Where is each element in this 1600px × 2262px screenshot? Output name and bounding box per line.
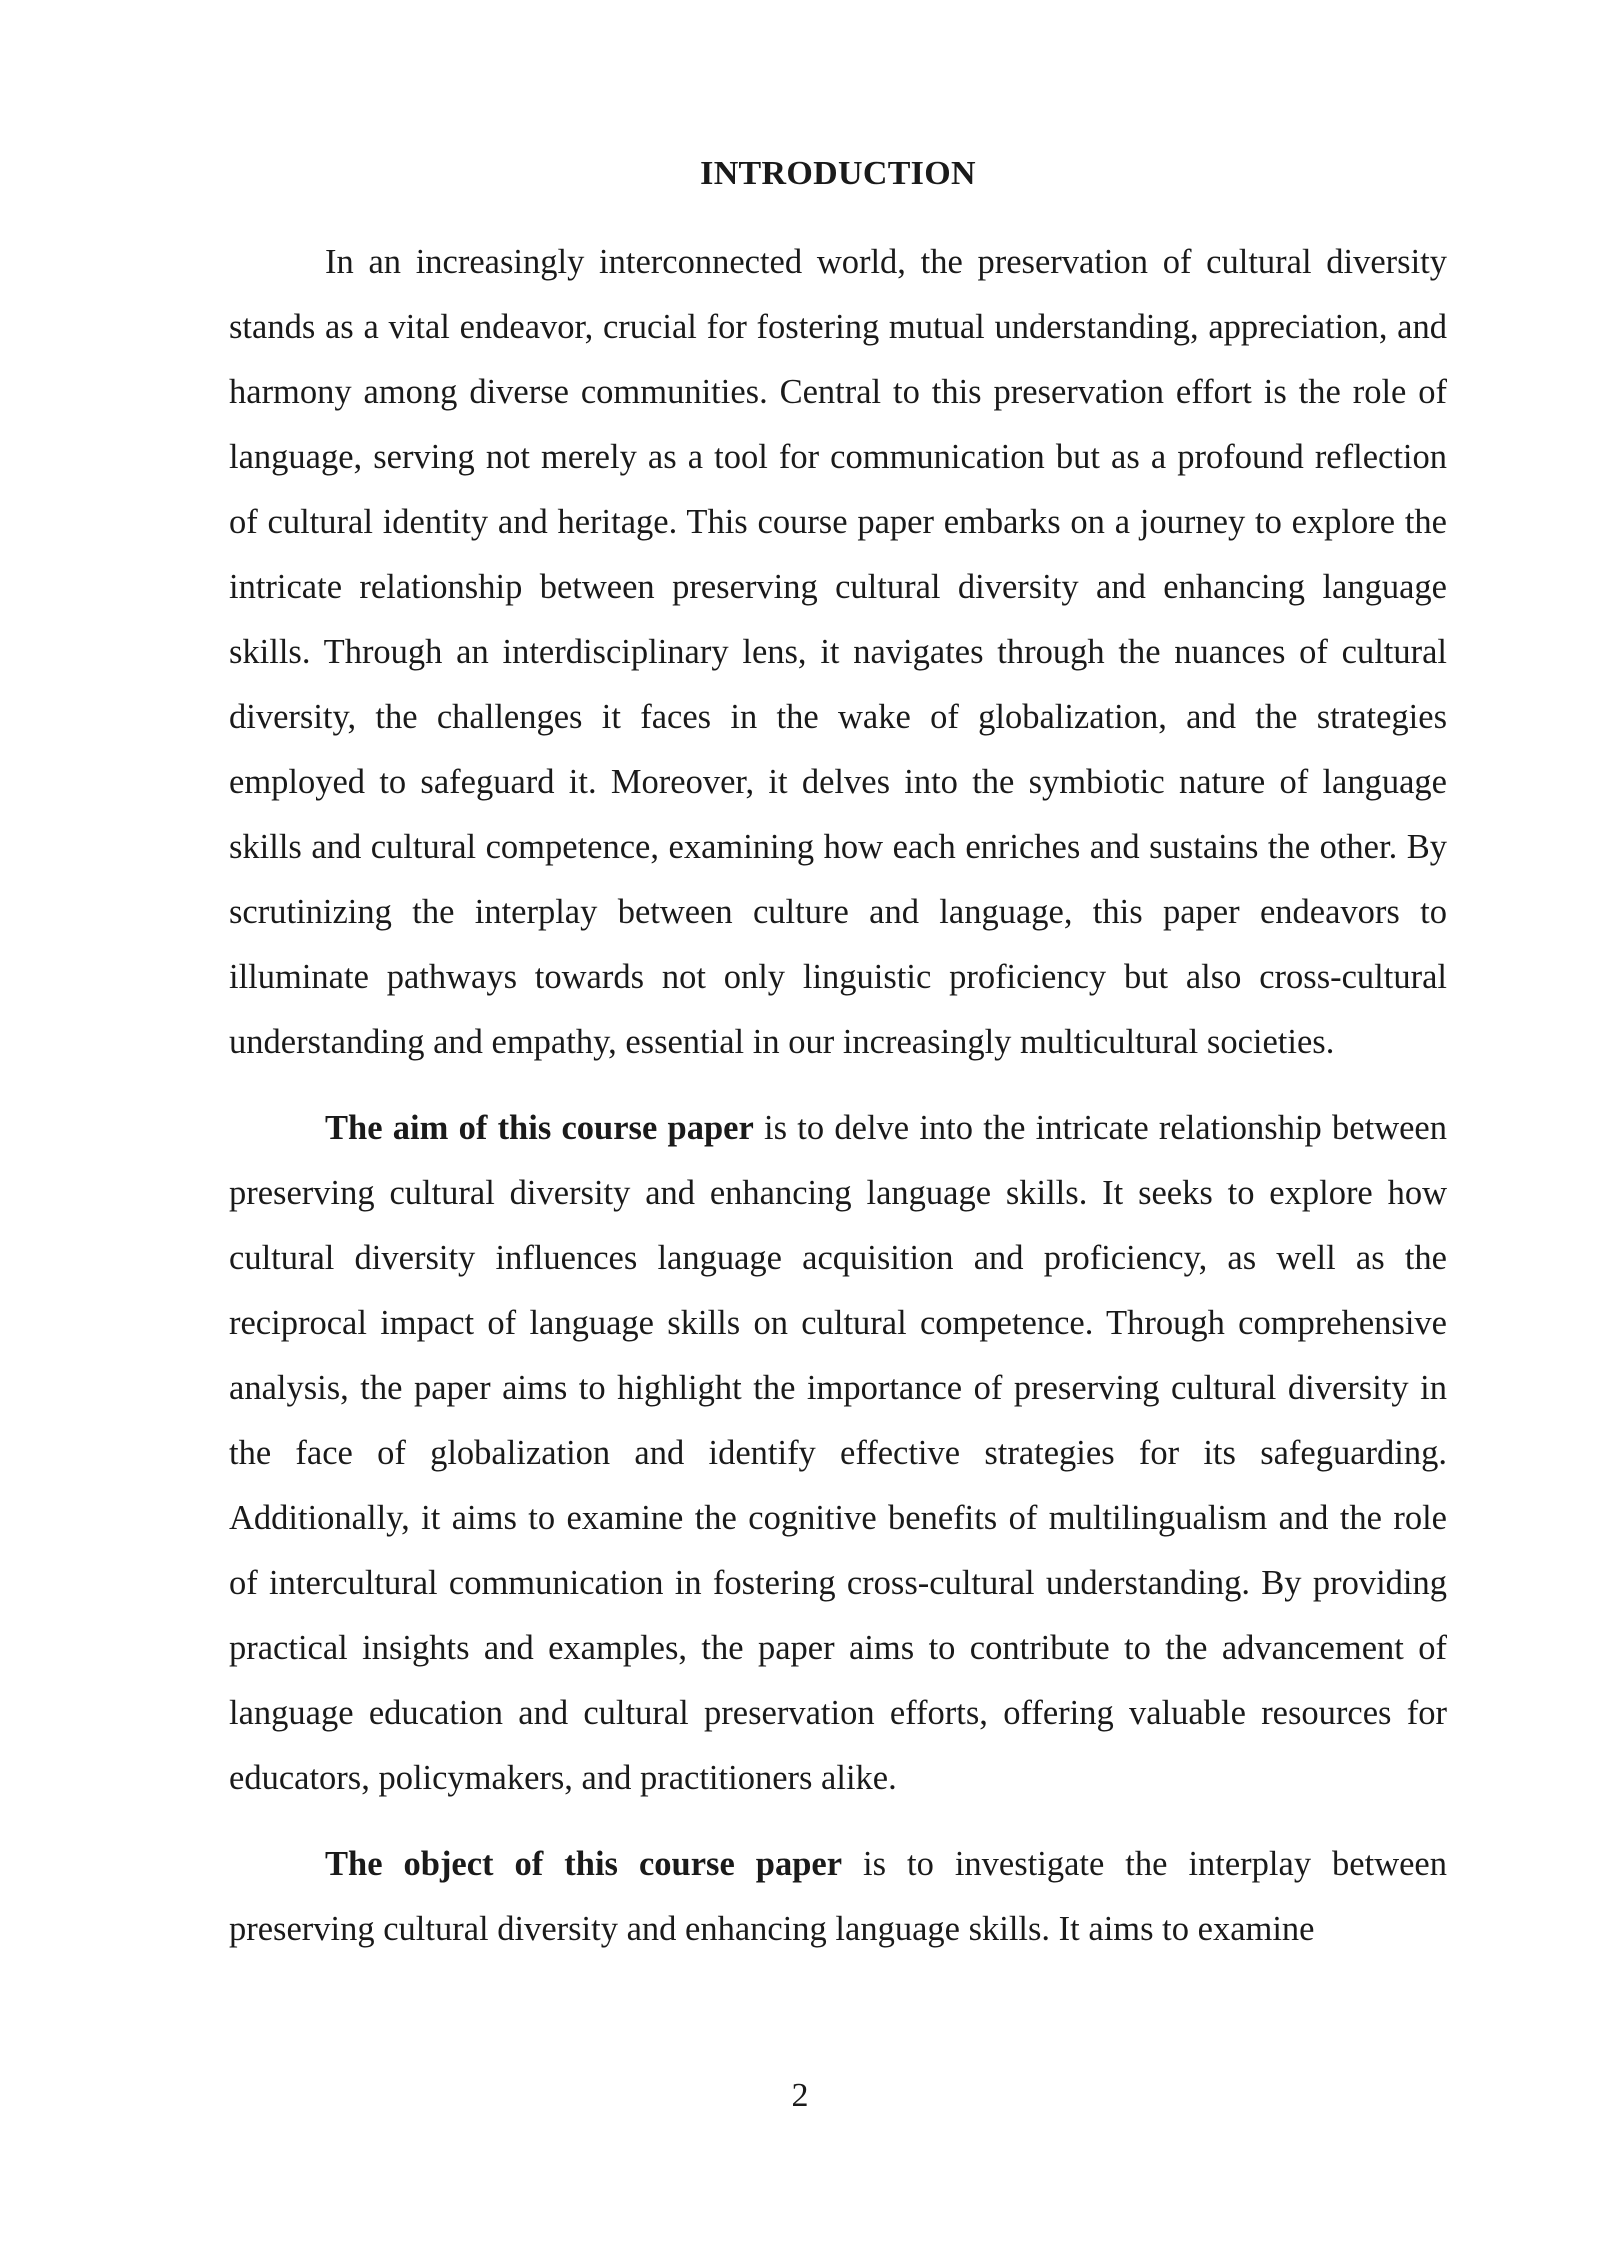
page-number: 2 — [791, 2077, 809, 2114]
aim-paragraph — [229, 1096, 1447, 1811]
aim-lead-text: The aim of this course paper — [325, 1109, 754, 1147]
page-content — [229, 148, 1447, 1983]
object-lead-text: The object of this course paper — [325, 1845, 843, 1883]
section-heading: INTRODUCTION — [700, 155, 976, 192]
object-paragraph — [229, 1832, 1447, 1962]
object-body-text: is to investigate the interplay between preserving cultural diversity and enhancing language skills. It aims to examine — [229, 1845, 1447, 1948]
intro-paragraph: In an increasingly interconnected world, the preservation of cultural diversity stands as a vital endeavor, crucial for fostering mutual understanding, appreciation, and harmony among diverse communities. Central to this preservation effort is the role of language, serving not merely as a tool for communication but as a profound reflection of cultural identity and heritage. This course paper embarks on a journey to explore the intricate relationship between preserving cultural diversity and enhancing language skills. Through an interdisciplinary lens, it navigates through the nuances of cultural diversity, the challenges it faces in the wake of globalization, and the strategies employed to safeguard it. Moreover, it delves into the symbiotic nature of language skills and cultural competence, examining how each enriches and sustains the other. By scrutinizing the interplay between culture and language, this paper endeavors to illuminate pathways towards not only linguistic proficiency but also cross-cultural understanding and empathy, essential in our increasingly multicultural societies. — [229, 243, 1447, 1061]
aim-body-text: is to delve into the intricate relationship between preserving cultural diversity and enhancing language skills. It seeks to explore how cultural diversity influences language acquisition and proficiency, as well as the reciprocal impact of language skills on cultural competence. Through comprehensive analysis, the paper aims to highlight the importance of preserving cultural diversity in the face of globalization and identify effective strategies for its safeguarding. Additionally, it aims to examine the cognitive benefits of multilingualism and the role of intercultural communication in fostering cross-cultural understanding. By providing practical insights and examples, the paper aims to contribute to the advancement of language education and cultural preservation efforts, offering valuable resources for educators, policymakers, and practitioners alike. — [229, 1109, 1447, 1797]
